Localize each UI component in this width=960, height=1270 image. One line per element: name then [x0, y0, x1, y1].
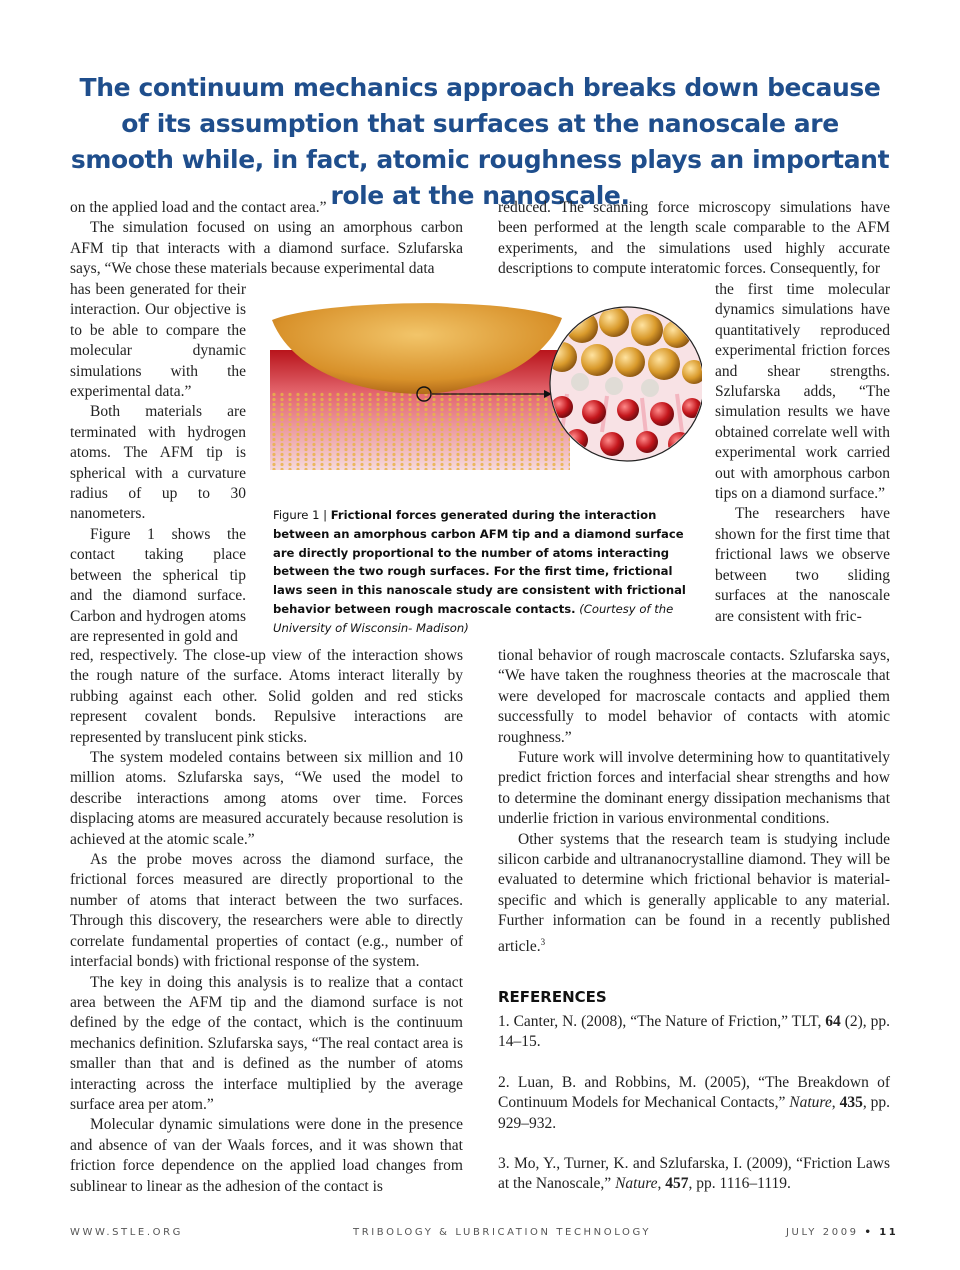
figure-illustration: [262, 282, 702, 512]
paragraph: reduced. The scanning force microscopy simulations have been performed at the length scale comparable to the AFM experiments, and the simulations used highly accurate descriptions to compute interatomic forces. Consequently, for: [498, 199, 890, 278]
ref-text: ,: [831, 1094, 840, 1112]
paragraph: The simulation focused on using an amorphous carbon AFM tip that interacts with a diamond surface. Szlufarska says, “We chose these materials because experimental data: [70, 219, 463, 278]
right-column-top: [498, 198, 890, 280]
reference-item: [498, 1012, 890, 1053]
ref-volume: 457: [665, 1175, 689, 1193]
ref-volume: 64: [825, 1013, 841, 1030]
ref-text: (2), pp. 14–15.: [498, 1013, 890, 1051]
right-column-wrap: [715, 280, 890, 627]
paragraph: Figure 1 shows the contact taking place between the spherical tip and the diamond surface. Carbon and hydrogen atoms are represented in gold and: [70, 525, 246, 645]
figure-label: Figure 1 |: [273, 508, 331, 522]
ref-text: 2. Luan, B. and Robbins, M. (2005), “The Breakdown of Continuum Models for Mechanical Contacts,”: [498, 1073, 890, 1112]
left-column-bottom: [70, 646, 463, 1197]
ref-text: 3. Mo, Y., Turner, K. and Szlufarska, I. (2009), “Friction Laws at the Nanoscale,”: [498, 1155, 890, 1193]
references-heading: REFERENCES: [498, 988, 607, 1006]
figure-caption-text: Frictional forces generated during the interaction between an amorphous carbon AFM tip and a diamond surface are directly proportional to the number of atoms interacting between the two rough surfaces. For the first time, frictional laws seen in this nanoscale study are consistent with frictional behavior between rough macroscale contacts.: [273, 508, 686, 616]
left-column-wrap: [70, 280, 246, 647]
footer-date-page: [786, 1227, 898, 1238]
left-column-top: [70, 198, 463, 280]
footer-date: JULY 2009: [786, 1227, 859, 1238]
footnote-marker: 3: [540, 936, 546, 947]
ref-journal: Nature: [789, 1094, 832, 1112]
footer-bullet: •: [864, 1227, 874, 1238]
ref-volume: 435: [839, 1094, 863, 1112]
paragraph: Future work will involve determining how to quantitatively predict friction forces and interfacial shear strengths and how to determine the dominant energy dissipation mechanisms that underlie friction in various environmental conditions.: [498, 749, 890, 828]
paragraph: Both materials are terminated with hydrogen atoms. The AFM tip is spherical with a curvature radius of up to 30 nanometers.: [70, 403, 246, 523]
page-number: 11: [879, 1227, 899, 1238]
pull-quote: The continuum mechanics approach breaks down because of its assumption that surfaces at the nanoscale are smooth while, in fact, atomic roughness plays an important role at the nanoscale.: [70, 73, 890, 210]
paragraph: has been generated for their interaction. Our objective is to be able to compare the molecular dynamic simulations with the experimental data.”: [70, 281, 246, 401]
paragraph: Molecular dynamic simulations were done in the presence and absence of van der Waals forces, and it was shown that friction force dependence on the applied load changes from sublinear to linear as the adhesion of the contact is: [70, 1116, 463, 1195]
paragraph: The key in doing this analysis is to realize that a contact area between the AFM tip and the diamond surface is not defined by the edge of the contact, which is the continuum mechanics definition. Szlufarska says, “The real contact area is smaller than that and is defined as the number of atoms interacting across the interface multiplied by the average surface area per atom.”: [70, 973, 463, 1113]
paragraph-text: Other systems that the research team is studying include silicon carbide and ultrananocrystalline diamond. They will be evaluated to determine which frictional behavior is material-specific and which is generally applicable to any material. Further information can be found in a recently published article.: [498, 830, 890, 955]
paragraph: The researchers have shown for the first time that frictional laws we observe between two sliding surfaces at the nanoscale are consistent with fric-: [715, 505, 890, 625]
paragraph: on the applied load and the contact area.”: [70, 199, 327, 216]
ref-text: 1. Canter, N. (2008), “The Nature of Friction,” TLT,: [498, 1013, 826, 1030]
paragraph: tional behavior of rough macroscale contacts. Szlufarska says, “We have taken the roughness theories at the macroscale that were developed for macroscale contacts and applied them successfully to model behavior of contacts with atomic roughness.”: [498, 647, 890, 746]
right-column-bottom: [498, 646, 890, 957]
figure-credit: (Courtesy of the University of Wisconsin- Madison): [273, 601, 674, 635]
ref-text: , pp. 929–932.: [498, 1094, 891, 1132]
paragraph: red, respectively. The close-up view of the interaction shows the rough nature of the surface. Atoms interact literally by rubbing against each other. Solid golden and red sticks represent covalent bonds. Repulsive interactions are represented by translucent pink sticks.: [70, 647, 463, 746]
ref-journal: Nature: [615, 1175, 658, 1193]
ref-text: , pp. 1116–1119.: [688, 1175, 791, 1193]
footer-website: WWW.STLE.ORG: [70, 1227, 183, 1238]
figure-caption: [273, 506, 693, 638]
paragraph: As the probe moves across the diamond surface, the frictional forces measured are directly proportional to the number of atoms that interact between the two surfaces. Through this discovery, the researchers were able to directly correlate fundamental properties of contact (e.g., number of interfacial bonds) with frictional response of the system.: [70, 851, 463, 971]
references-list: [498, 1012, 890, 1215]
paragraph: the first time molecular dynamics simulations have quantitatively reproduced experimental friction forces and shear strengths. Szlufarska adds, “The simulation results we have obtained correlate well with experimental work carried out with amorphous carbon tips on a diamond surface.”: [715, 281, 890, 503]
paragraph: The system modeled contains between six million and 10 million atoms. Szlufarska says, “We used the model to describe interactions among atoms over time. Forces displacing atoms are measured accurately because resolution is achieved at the atomic scale.”: [70, 749, 463, 848]
ref-text: ,: [657, 1175, 666, 1193]
paragraph: [498, 830, 890, 958]
footer-publication: TRIBOLOGY & LUBRICATION TECHNOLOGY: [353, 1227, 652, 1238]
reference-item: [498, 1073, 890, 1134]
reference-item: [498, 1154, 890, 1195]
